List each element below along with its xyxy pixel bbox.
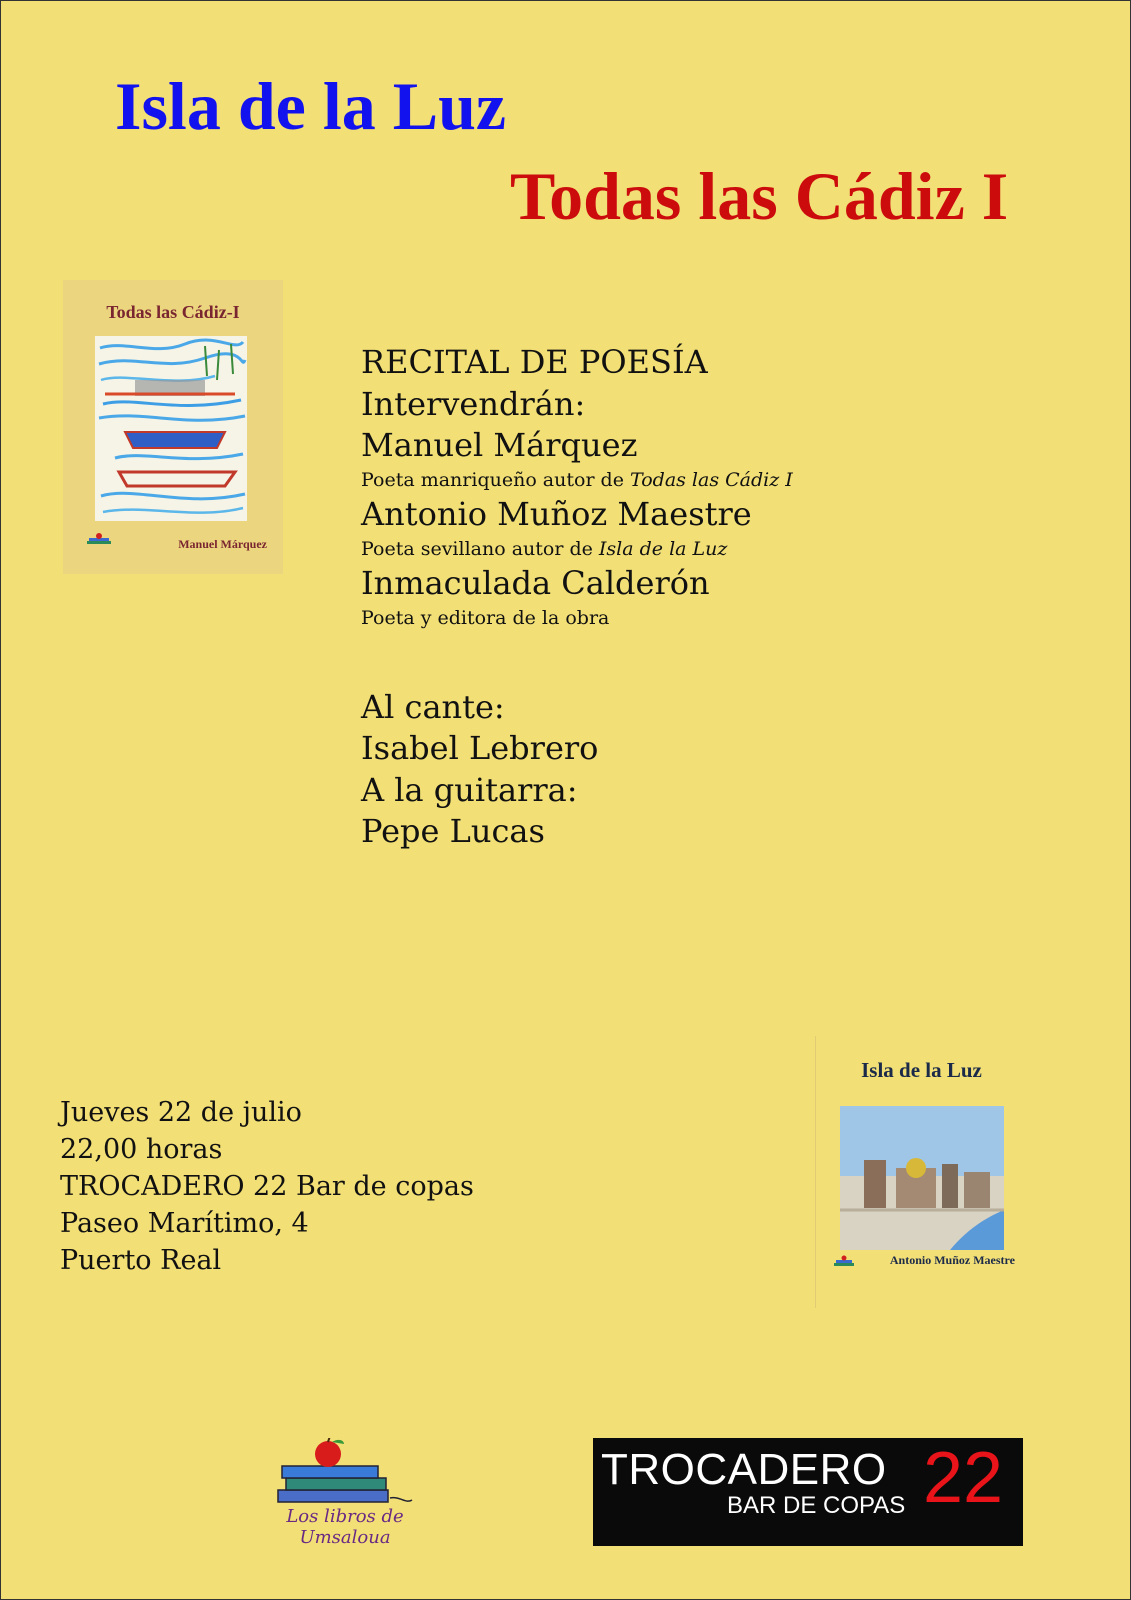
book-cover-author: Manuel Márquez: [178, 537, 267, 551]
event-venue: TROCADERO 22 Bar de copas: [60, 1171, 474, 1202]
participant-1-name: Manuel Márquez: [361, 426, 638, 465]
publisher-logo-small: [79, 532, 131, 548]
book-cover-author: Antonio Muñoz Maestre: [889, 1253, 1015, 1267]
intro-label: Intervendrán:: [361, 384, 586, 423]
boats-sketch-image: [95, 336, 247, 521]
publisher-name: Los libros de Umsaloua: [286, 1506, 404, 1548]
cante-name: Isabel Lebrero: [361, 729, 599, 768]
participant-1-work: Todas las Cádiz I: [630, 468, 793, 491]
event-address: Paseo Marítimo, 4: [60, 1208, 309, 1239]
guitarra-name: Pepe Lucas: [361, 812, 545, 851]
trocadero-logo: [593, 1438, 1023, 1546]
trocadero-subtitle: BAR DE COPAS: [727, 1492, 906, 1519]
event-city: Puerto Real: [60, 1245, 222, 1276]
book-cover-title: Todas las Cádiz-I: [106, 302, 240, 322]
participant-2-desc: [361, 536, 793, 564]
participant-3-desc: Poeta y editora de la obra: [361, 607, 610, 630]
participant-2-desc-text: Poeta sevillano autor de: [361, 537, 599, 560]
guitarra-label: A la guitarra:: [361, 770, 578, 809]
title-isla-de-la-luz: Isla de la Luz: [115, 68, 507, 144]
participant-2-name: Antonio Muñoz Maestre: [361, 495, 752, 534]
title-todas-las-cadiz: Todas las Cádiz I: [510, 158, 1009, 234]
participant-1-desc-text: Poeta manriqueño autor de: [361, 468, 631, 491]
participant-3-name: Inmaculada Calderón: [361, 564, 710, 603]
event-info: [60, 1094, 474, 1279]
publisher-logo-small: [828, 1254, 870, 1268]
participant-1-desc: [361, 467, 793, 495]
book-cover-todas-las-cadiz: [63, 280, 283, 574]
event-time: 22,00 horas: [60, 1134, 223, 1165]
cante-label: Al cante:: [361, 687, 505, 726]
book-cover-title: Isla de la Luz: [861, 1058, 982, 1082]
recital-heading: RECITAL DE POESÍA: [361, 343, 708, 381]
spacer: [361, 633, 793, 687]
trocadero-name: TROCADERO: [601, 1445, 887, 1494]
event-date: Jueves 22 de julio: [60, 1097, 302, 1128]
trocadero-number: 22: [923, 1438, 1004, 1518]
publisher-logo: [240, 1438, 450, 1548]
city-painting-image: [840, 1106, 1004, 1250]
recital-block: [361, 342, 793, 853]
book-cover-isla-de-la-luz: [815, 1036, 1027, 1308]
participant-2-work: Isla de la Luz: [598, 537, 728, 560]
